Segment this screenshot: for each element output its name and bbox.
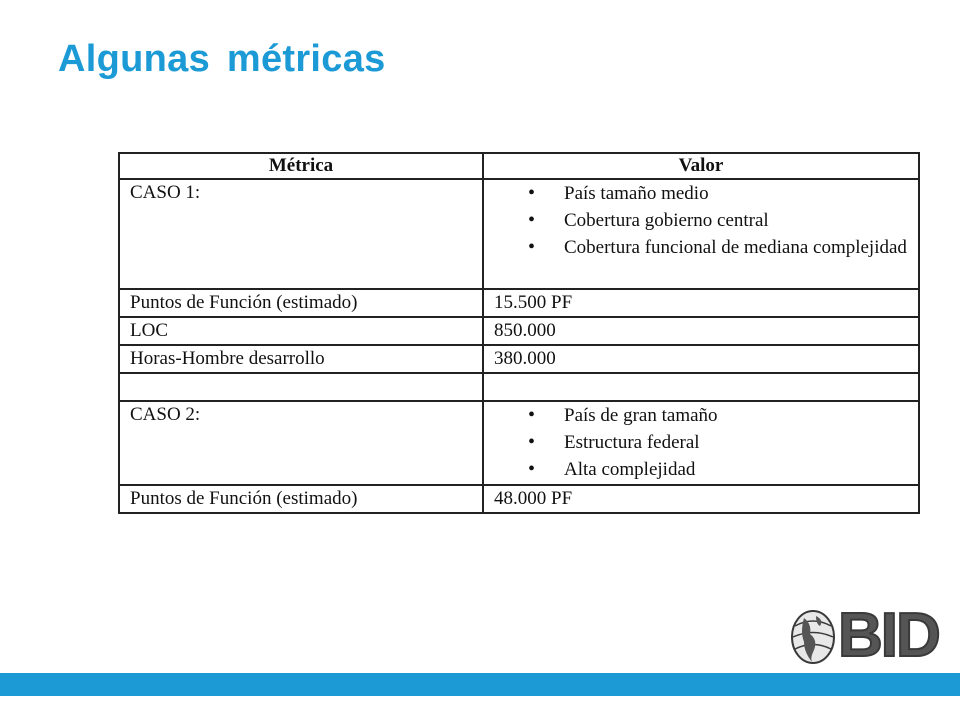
list-item: • Alta complejidad: [564, 456, 908, 483]
table-row: [119, 485, 919, 513]
list-item: • Cobertura funcional de mediana complejidad: [564, 234, 908, 261]
slide-title: Algunas métricas: [58, 38, 386, 80]
case2-label: CASO 2:: [119, 401, 483, 485]
logo-text: BID: [838, 601, 939, 670]
list-item: • País de gran tamaño: [564, 402, 908, 429]
table-row-case2: [119, 401, 919, 485]
empty-cell: [483, 373, 919, 401]
footer-bar: [0, 673, 960, 696]
metrics-table: [118, 152, 920, 514]
empty-cell: [119, 373, 483, 401]
case1-bullets-cell: [483, 179, 919, 289]
list-item: • Estructura federal: [564, 429, 908, 456]
case1-label: CASO 1:: [119, 179, 483, 289]
table-row: [119, 289, 919, 317]
value-cell: 380.000: [483, 345, 919, 373]
value-cell: 48.000 PF: [483, 485, 919, 513]
value-cell: 15.500 PF: [483, 289, 919, 317]
globe-icon: [790, 606, 836, 668]
table-row: [119, 345, 919, 373]
header-metric: Métrica: [119, 153, 483, 179]
table-row-empty: [119, 373, 919, 401]
value-cell: 850.000: [483, 317, 919, 345]
case2-bullet-list: [494, 402, 908, 483]
metric-cell: Horas-Hombre desarrollo: [119, 345, 483, 373]
table-row-case1: [119, 179, 919, 289]
table-row: [119, 317, 919, 345]
metric-cell: LOC: [119, 317, 483, 345]
metric-cell: Puntos de Función (estimado): [119, 485, 483, 513]
bid-logo: [790, 601, 939, 670]
header-value: Valor: [483, 153, 919, 179]
table-header-row: [119, 153, 919, 179]
case1-bullet-list: [494, 180, 908, 261]
list-item: • País tamaño medio: [564, 180, 908, 207]
metric-cell: Puntos de Función (estimado): [119, 289, 483, 317]
list-item: • Cobertura gobierno central: [564, 207, 908, 234]
case2-bullets-cell: [483, 401, 919, 485]
